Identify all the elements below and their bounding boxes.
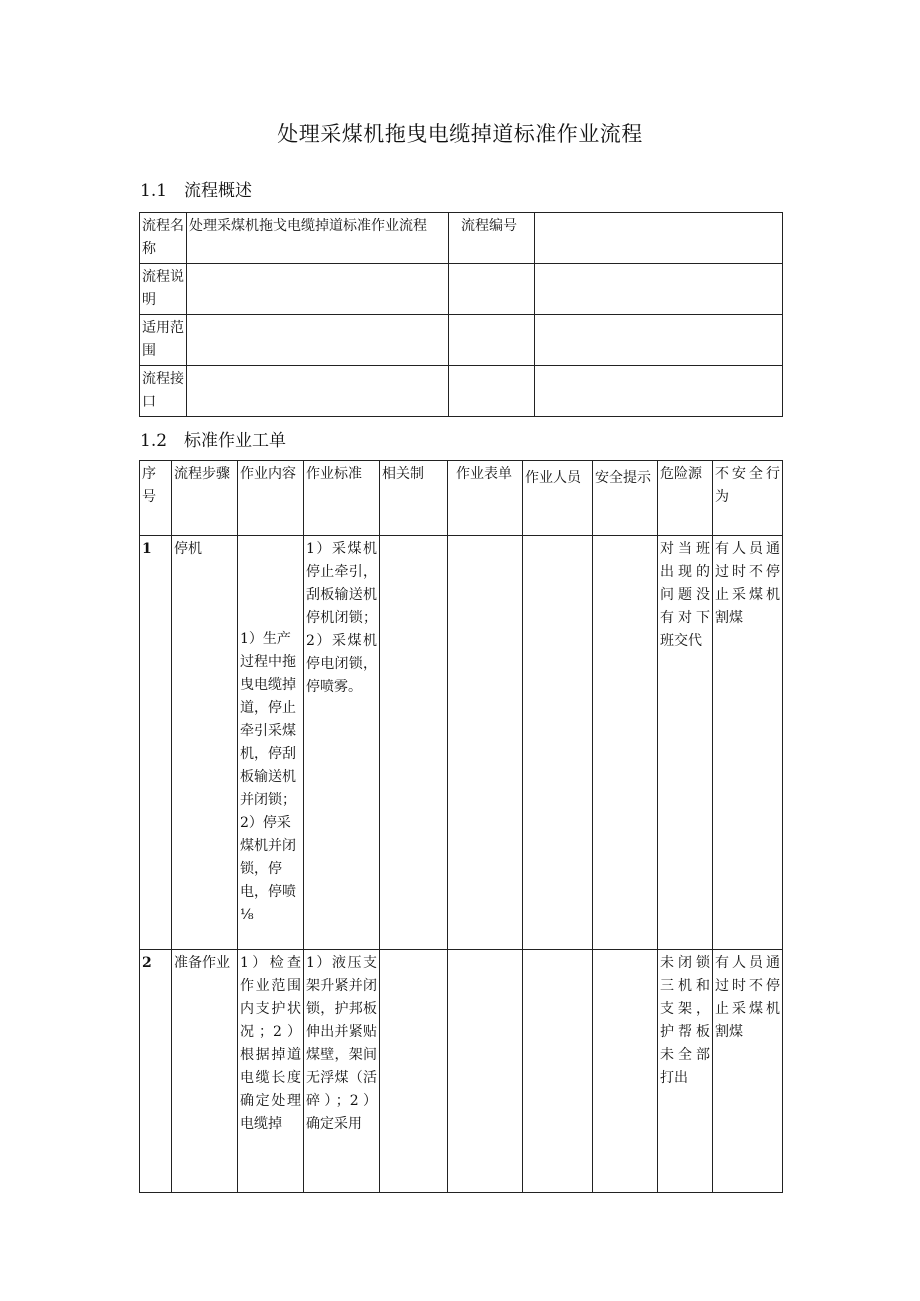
section-heading-overview <box>140 176 252 201</box>
row-regulation <box>380 536 448 950</box>
cell <box>449 264 535 315</box>
row-form <box>448 950 523 1193</box>
row-content <box>238 536 304 950</box>
header-hazard: 危险源 <box>658 461 713 536</box>
row-hazard: 未闭锁三机和支架，护帮板未全部打出 <box>658 950 713 1193</box>
row-safety <box>593 536 658 950</box>
row-label: 流程接口 <box>140 366 187 417</box>
header-seq: 序号 <box>140 461 172 536</box>
cell <box>535 264 783 315</box>
row-standard: 1）采煤机停止牵引，刮板输送机停机闭锁；2）采煤机停电闭锁，停喷雾。 <box>304 536 380 950</box>
page-title: 处理采煤机拖曳电缆掉道标准作业流程 <box>277 122 643 146</box>
cell <box>187 264 449 315</box>
section-number: 1.2 <box>140 431 168 451</box>
cell <box>449 315 535 366</box>
row-label: 流程说明 <box>140 264 187 315</box>
header-safety: 安全提示 <box>593 461 658 536</box>
section-number: 1.1 <box>140 181 168 201</box>
flow-number-label: 流程编号 <box>449 213 535 264</box>
row-label: 适用范围 <box>140 315 187 366</box>
worksheet-header-row <box>140 461 783 536</box>
table-row <box>140 536 783 950</box>
row-seq: 1 <box>140 536 172 950</box>
row-content-tail: ⅛ <box>240 907 254 923</box>
table-row <box>140 213 783 264</box>
row-personnel <box>523 950 593 1193</box>
row-regulation <box>380 950 448 1193</box>
table-row <box>140 264 783 315</box>
table-row <box>140 366 783 417</box>
section-title: 流程概述 <box>184 181 252 201</box>
header-personnel: 作业人员 <box>523 461 593 536</box>
cell <box>535 315 783 366</box>
row-standard: 1）液压支架升紧并闭锁，护邦板伸出并紧贴煤壁，架间无浮煤（活碎）；2）确定采用 <box>304 950 380 1193</box>
row-step: 准备作业 <box>172 950 238 1193</box>
worksheet-table <box>139 460 783 1193</box>
row-form <box>448 536 523 950</box>
flow-number-value <box>535 213 783 264</box>
row-personnel <box>523 536 593 950</box>
section-heading-worksheet <box>140 426 286 451</box>
header-form: 作业表单 <box>448 461 523 536</box>
overview-table <box>139 212 783 417</box>
row-safety <box>593 950 658 1193</box>
row-step: 停机 <box>172 536 238 950</box>
row-unsafe: 有人员通过时不停止采煤机割煤 <box>713 536 783 950</box>
cell <box>187 366 449 417</box>
header-content: 作业内容 <box>238 461 304 536</box>
cell <box>187 315 449 366</box>
row-label: 流程名称 <box>140 213 187 264</box>
row-content-text: 1）生产过程中拖曳电缆掉道，停止牵引采煤机，停刮板输送机并闭锁；2）停采煤机并闭锁，停电，停喷 <box>240 631 296 900</box>
table-row <box>140 950 783 1193</box>
cell <box>535 366 783 417</box>
row-content: 1）检查作业范围内支护状况；2）根据掉道电缆长度确定处理电缆掉 <box>238 950 304 1193</box>
table-row <box>140 315 783 366</box>
header-regulation: 相关制 <box>380 461 448 536</box>
row-hazard: 对当班出现的问题没有对下班交代 <box>658 536 713 950</box>
header-step: 流程步骤 <box>172 461 238 536</box>
flow-name-value: 处理采煤机拖戈电缆掉道标准作业流程 <box>187 213 449 264</box>
header-standard: 作业标准 <box>304 461 380 536</box>
row-unsafe: 有人员通过时不停止采煤机割煤 <box>713 950 783 1193</box>
row-seq: 2 <box>140 950 172 1193</box>
header-unsafe: 不安全行为 <box>713 461 783 536</box>
section-title: 标准作业工单 <box>184 431 286 451</box>
cell <box>449 366 535 417</box>
